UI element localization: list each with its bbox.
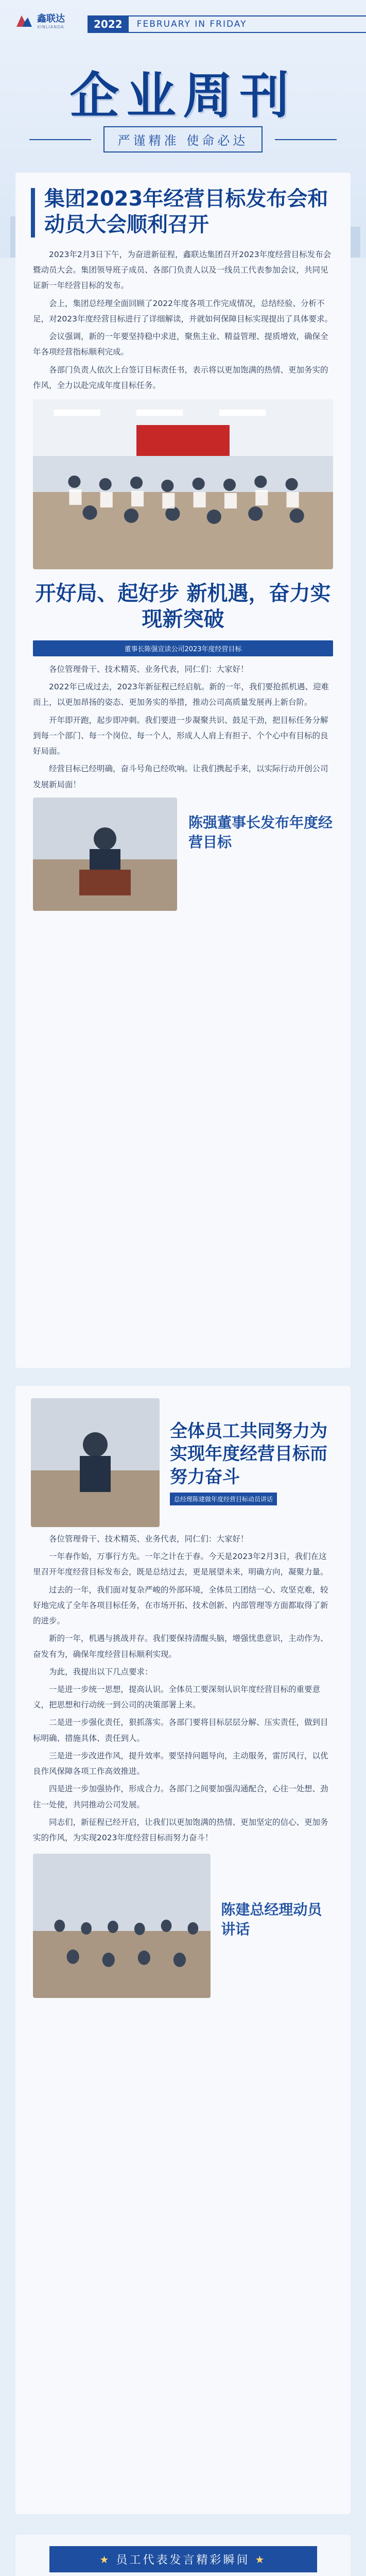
article-title: 集团2023年经营目标发布会和动员大会顺利召开 bbox=[44, 187, 328, 236]
article-paragraph: 四是进一步加强协作，形成合力。各部门之间要加强沟通配合，心往一处想、劲往一处使，共同推动公司发展。 bbox=[33, 1784, 328, 1809]
article-head-row bbox=[15, 1386, 351, 1531]
star-icon: ★ bbox=[255, 2553, 267, 2566]
article-paragraph: 三是进一步改进作风，提升效率。要坚持问题导向，主动服务，雷厉风行，以优良作风保障各项工作高效推进。 bbox=[33, 1751, 328, 1776]
meeting-room-illustration bbox=[33, 399, 333, 569]
speaker-illustration bbox=[33, 798, 177, 911]
chairman-photo bbox=[33, 798, 177, 911]
section-title-bar bbox=[49, 2546, 317, 2572]
article-paragraph: 新的一年，机遇与挑战并存。我们要保持清醒头脑，增强忧患意识，主动作为、奋发有为，确保年度经营目标顺利实现。 bbox=[33, 1634, 328, 1659]
article-paragraph: 会议强调，新的一年要坚持稳中求进，聚焦主业、精益管理、提质增效，确保全年各项经营指标顺利完成。 bbox=[33, 332, 328, 357]
issue-year: 2022 bbox=[88, 15, 129, 33]
divider bbox=[29, 139, 91, 140]
article-card-1 bbox=[15, 173, 351, 1368]
issue-date-text: FEBRUARY IN FRIDAY bbox=[129, 15, 366, 33]
speaker-side-title: 陈强董事长发布年度经营目标 bbox=[188, 814, 333, 851]
article-subhead: 开好局、起好步 新机遇，奋力实现新突破 bbox=[35, 581, 331, 631]
article-paragraph: 一是进一步统一思想，提高认识。全体员工要深刻认识年度经营目标的重要意义，把思想和行动统一到公司的决策部署上来。 bbox=[33, 1684, 321, 1710]
slogan-row bbox=[0, 126, 366, 152]
article-title: 全体员工共同努力为实现年度经营目标而努力奋斗 bbox=[170, 1421, 327, 1487]
article-paragraph: 各位管理骨干、技术精英、业务代表，同仁们：大家好！ bbox=[49, 664, 249, 674]
section-title: 员工代表发言精彩瞬间 bbox=[116, 2554, 250, 2567]
article-paragraph: 2023年2月3日下午，为奋进新征程，鑫联达集团召开2023年度经营目标发布会暨动员大会。集团领导班子成员、各部门负责人以及一线员工代表参加会议，共同见证新一年经营目标的发布。 bbox=[33, 250, 332, 291]
article-paragraph: 2022年已成过去，2023年新征程已经启航。新的一年，我们要抢抓机遇、迎难而上，以更加昂扬的姿态、更加务实的举措，推动公司高质量发展再上新台阶。 bbox=[33, 682, 329, 707]
article-paragraph: 各位管理骨干、技术精英、业务代表，同仁们：大家好！ bbox=[49, 1534, 249, 1544]
article-paragraph: 为此，我提出以下几点要求： bbox=[49, 1667, 153, 1676]
article-paragraph: 会上，集团总经理全面回顾了2022年度各项工作完成情况，总结经验、分析不足，对2023年度经营目标进行了详细解读，并就如何保障目标实现提出了具体要求。 bbox=[33, 298, 333, 324]
article-paragraph: 同志们，新征程已经开启，让我们以更加饱满的热情、更加坚定的信心、更加务实的作风，为实现2023年度经营目标而努力奋斗！ bbox=[33, 1817, 328, 1842]
star-icon: ★ bbox=[99, 2553, 111, 2566]
article-paragraph: 一年春作始，万事行方先。一年之计在于春。今天是2023年2月3日，我们在这里召开年度经营目标发布会，既是总结过去，更是展望未来，明确方向，凝聚力量。 bbox=[33, 1552, 328, 1577]
speaker-row bbox=[33, 1854, 333, 1998]
general-manager-photo bbox=[33, 1854, 211, 1998]
speaker-row bbox=[33, 798, 333, 911]
logo-subtext: XINLIANDA bbox=[37, 25, 64, 29]
slogan: 严谨精准 使命必达 bbox=[103, 126, 263, 152]
date-bar bbox=[88, 15, 366, 33]
audience-illustration bbox=[33, 1854, 211, 1998]
speaker-side-title: 陈建总经理动员讲话 bbox=[221, 1901, 322, 1938]
speaker-illustration bbox=[31, 1398, 160, 1527]
article-paragraph: 各部门负责人依次上台签订目标责任书，表示将以更加饱满的热情、更加务实的作风，全力以赴完成年度目标任务。 bbox=[33, 365, 328, 390]
article-paragraph: 过去的一年，我们面对复杂严峻的外部环境，全体员工团结一心、攻坚克难，较好地完成了全年各项目标任务，在市场开拓、技术创新、内部管理等方面都取得了新的进步。 bbox=[33, 1585, 328, 1626]
article-paragraph: 经营目标已经明确，奋斗号角已经吹响。让我们携起手来，以实际行动开创公司发展新局面！ bbox=[33, 764, 328, 789]
masthead-title: 企业周刊 bbox=[69, 66, 297, 125]
article-title-block bbox=[15, 173, 351, 247]
speaker-photo bbox=[31, 1398, 160, 1527]
divider bbox=[275, 139, 337, 140]
logo-name: 鑫联达 bbox=[37, 13, 65, 24]
staff-speech-section bbox=[15, 2535, 351, 2576]
company-logo bbox=[15, 11, 65, 29]
logo-icon bbox=[15, 13, 33, 28]
photo-caption: 董事长陈强宣读公司2023年度经营目标 bbox=[33, 640, 333, 656]
article-paragraph: 二是进一步强化责任，狠抓落实。各部门要将目标层层分解、压实责任，做到目标明确、措施具体、责任到人。 bbox=[33, 1718, 328, 1743]
article-subtitle: 总经理陈建做年度经营目标动员讲话 bbox=[170, 1493, 277, 1505]
meeting-photo bbox=[33, 399, 333, 569]
article-paragraph: 开年即开跑，起步即冲刺。我们要进一步凝聚共识、鼓足干劲，把目标任务分解到每一个部门、每一个岗位、每一个人，形成人人肩上有担子、个个心中有目标的良好局面。 bbox=[33, 715, 328, 756]
article-card-2 bbox=[15, 1386, 351, 2514]
title-accent-bar bbox=[31, 188, 35, 238]
